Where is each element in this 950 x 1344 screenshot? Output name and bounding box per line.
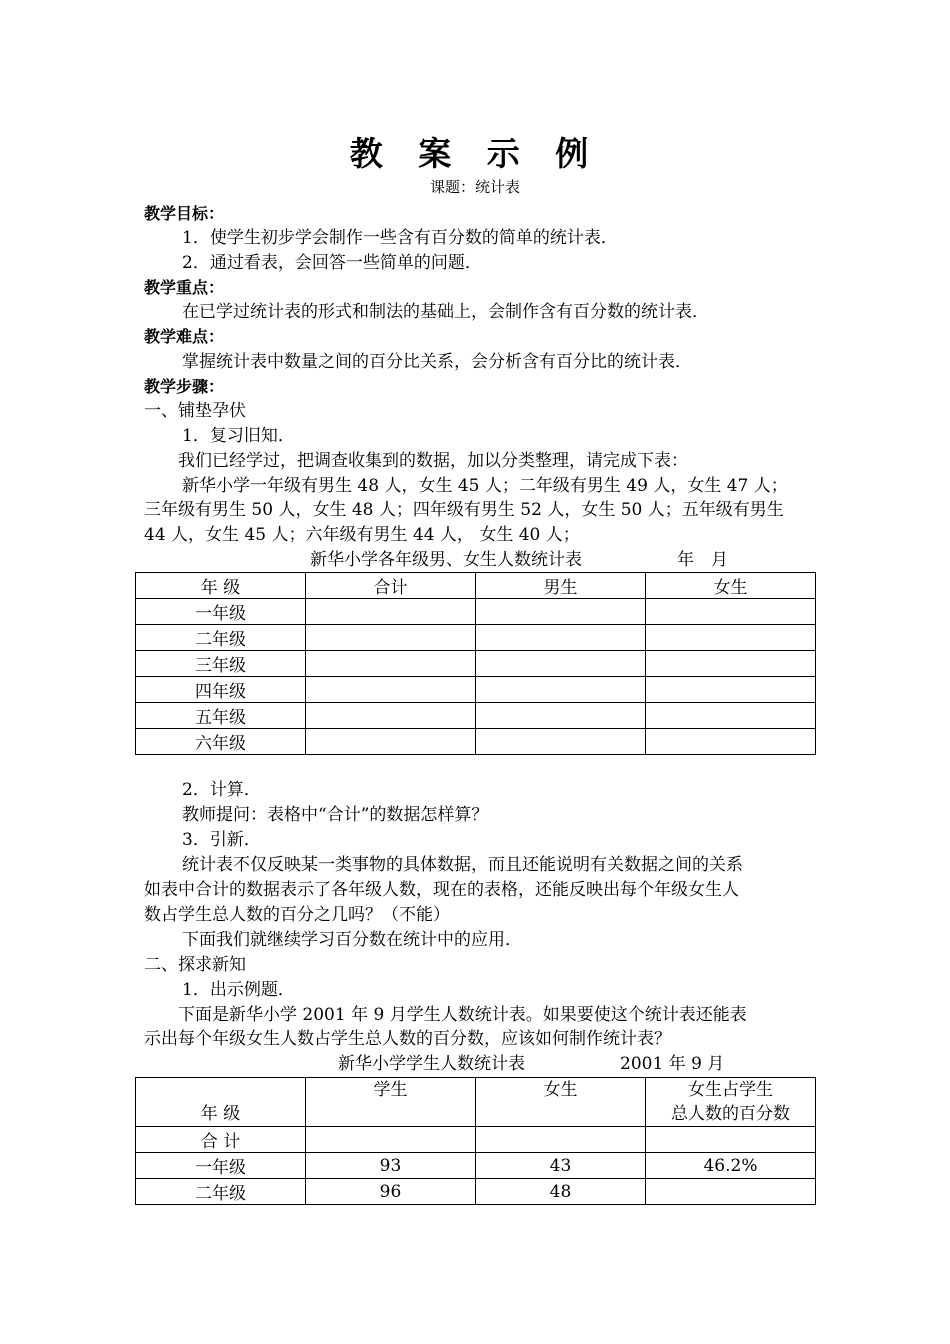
total-label: 合 计 [136, 1127, 306, 1153]
empty-cell [476, 1127, 646, 1153]
header-girl-percent-line-2: 总人数的百分数 [671, 1104, 790, 1124]
grade-stats-table [135, 572, 816, 755]
empty-cell [306, 1127, 476, 1153]
empty-cell [646, 625, 816, 651]
table1-date: 年 月 [677, 550, 728, 570]
lesson-subject: 课题：统计表 [429, 178, 520, 196]
step-2-title: 二、探求新知 [144, 955, 246, 975]
table-row [136, 599, 816, 625]
empty-cell [306, 599, 476, 625]
header-girls: 女生 [646, 573, 816, 599]
table2-date: 2001 年 9 月 [620, 1054, 725, 1074]
grade-label: 一年级 [136, 599, 306, 625]
empty-cell [646, 1127, 816, 1153]
empty-cell [306, 625, 476, 651]
step-2-1-line-2: 示出每个年级女生人数占学生总人数的百分数，应该如何制作统计表？ [144, 1029, 671, 1049]
empty-cell [646, 729, 816, 755]
table-header-row [136, 1078, 816, 1127]
table1-caption: 新华小学各年级男、女生人数统计表 [310, 550, 582, 570]
key-point-heading: 教学重点： [144, 278, 225, 297]
step-1-data-line-3: 44 人，女生 45 人；六年级有男生 44 人， 女生 40 人； [144, 525, 580, 545]
step-1-3-line-3: 数占学生总人数的百分之几吗？（不能） [144, 905, 450, 925]
step-1-3-line-2: 如表中合计的数据表示了各年级人数，现在的表格，还能反映出每个年级女生人 [144, 880, 739, 900]
document-title: 教 案 示 例 [349, 134, 601, 173]
step-1-2-question: 教师提问：表格中“合计”的数据怎样算？ [182, 805, 489, 825]
empty-cell [306, 651, 476, 677]
girls-count: 43 [476, 1153, 646, 1179]
girls-count: 48 [476, 1179, 646, 1205]
empty-cell [646, 651, 816, 677]
grade-label: 二年级 [136, 1179, 306, 1205]
table-row [136, 729, 816, 755]
students-count: 96 [306, 1179, 476, 1205]
empty-cell [476, 625, 646, 651]
empty-cell [646, 677, 816, 703]
empty-cell [306, 677, 476, 703]
header-grade: 年 级 [136, 573, 306, 599]
girls-percent [646, 1179, 816, 1205]
student-stats-table [135, 1077, 816, 1205]
grade-label: 五年级 [136, 703, 306, 729]
table-header-row [136, 573, 816, 599]
table-row [136, 703, 816, 729]
empty-cell [646, 703, 816, 729]
table-row [136, 625, 816, 651]
header-girl-percent-line-1: 女生占学生 [688, 1080, 773, 1100]
empty-cell [306, 703, 476, 729]
table-row [136, 1179, 816, 1205]
table-row [136, 1153, 816, 1179]
difficulty-heading: 教学难点： [144, 327, 225, 346]
empty-cell [646, 599, 816, 625]
step-1-3-line-1: 统计表不仅反映某一类事物的具体数据，而且还能说明有关数据之间的关系 [182, 855, 743, 875]
grade-label: 一年级 [136, 1153, 306, 1179]
header-boys: 男生 [476, 573, 646, 599]
grade-label: 三年级 [136, 651, 306, 677]
table-row-total [136, 1127, 816, 1153]
steps-heading: 教学步骤： [144, 377, 225, 396]
students-count: 93 [306, 1153, 476, 1179]
step-1-data-line-1: 新华小学一年级有男生 48 人，女生 45 人；二年级有男生 49 人，女生 47 人； [182, 476, 788, 496]
step-2-1-line-1: 下面是新华小学 2001 年 9 月学生人数统计表。如果要使这个统计表还能表 [178, 1005, 747, 1025]
objective-2: 2．通过看表，会回答一些简单的问题． [182, 253, 482, 273]
difficulty-text: 掌握统计表中数量之间的百分比关系，会分析含有百分比的统计表． [182, 352, 692, 372]
grade-label: 二年级 [136, 625, 306, 651]
grade-label: 六年级 [136, 729, 306, 755]
empty-cell [476, 651, 646, 677]
key-point-text: 在已学过统计表的形式和制法的基础上，会制作含有百分数的统计表． [182, 302, 709, 322]
empty-cell [306, 729, 476, 755]
header-students: 学生 [306, 1078, 476, 1127]
table-row [136, 677, 816, 703]
grade-label: 四年级 [136, 677, 306, 703]
objectives-heading: 教学目标： [144, 204, 225, 223]
objective-1: 1．使学生初步学会制作一些含有百分数的简单的统计表． [182, 228, 618, 248]
table-row [136, 651, 816, 677]
step-1-3: 3．引新． [182, 830, 261, 850]
header-grade: 年 级 [136, 1078, 306, 1127]
header-total: 合计 [306, 573, 476, 599]
header-girls: 女生 [476, 1078, 646, 1127]
empty-cell [476, 599, 646, 625]
step-1-3-line-4: 下面我们就继续学习百分数在统计中的应用． [182, 930, 522, 950]
empty-cell [476, 703, 646, 729]
step-2-1: 1．出示例题． [182, 980, 295, 1000]
table2-caption: 新华小学学生人数统计表 [338, 1054, 525, 1074]
girls-percent: 46.2% [646, 1153, 816, 1179]
step-1-title: 一、铺垫孕伏 [144, 401, 246, 421]
step-1-2: 2．计算． [182, 780, 261, 800]
empty-cell [476, 729, 646, 755]
header-girl-percent [646, 1078, 816, 1127]
step-1-1: 1．复习旧知． [182, 426, 295, 446]
empty-cell [476, 677, 646, 703]
step-1-data-line-2: 三年级有男生 50 人，女生 48 人；四年级有男生 52 人，女生 50 人；五年级有男生 [144, 500, 784, 520]
step-1-intro: 我们已经学过，把调查收集到的数据，加以分类整理，请完成下表： [178, 451, 688, 471]
